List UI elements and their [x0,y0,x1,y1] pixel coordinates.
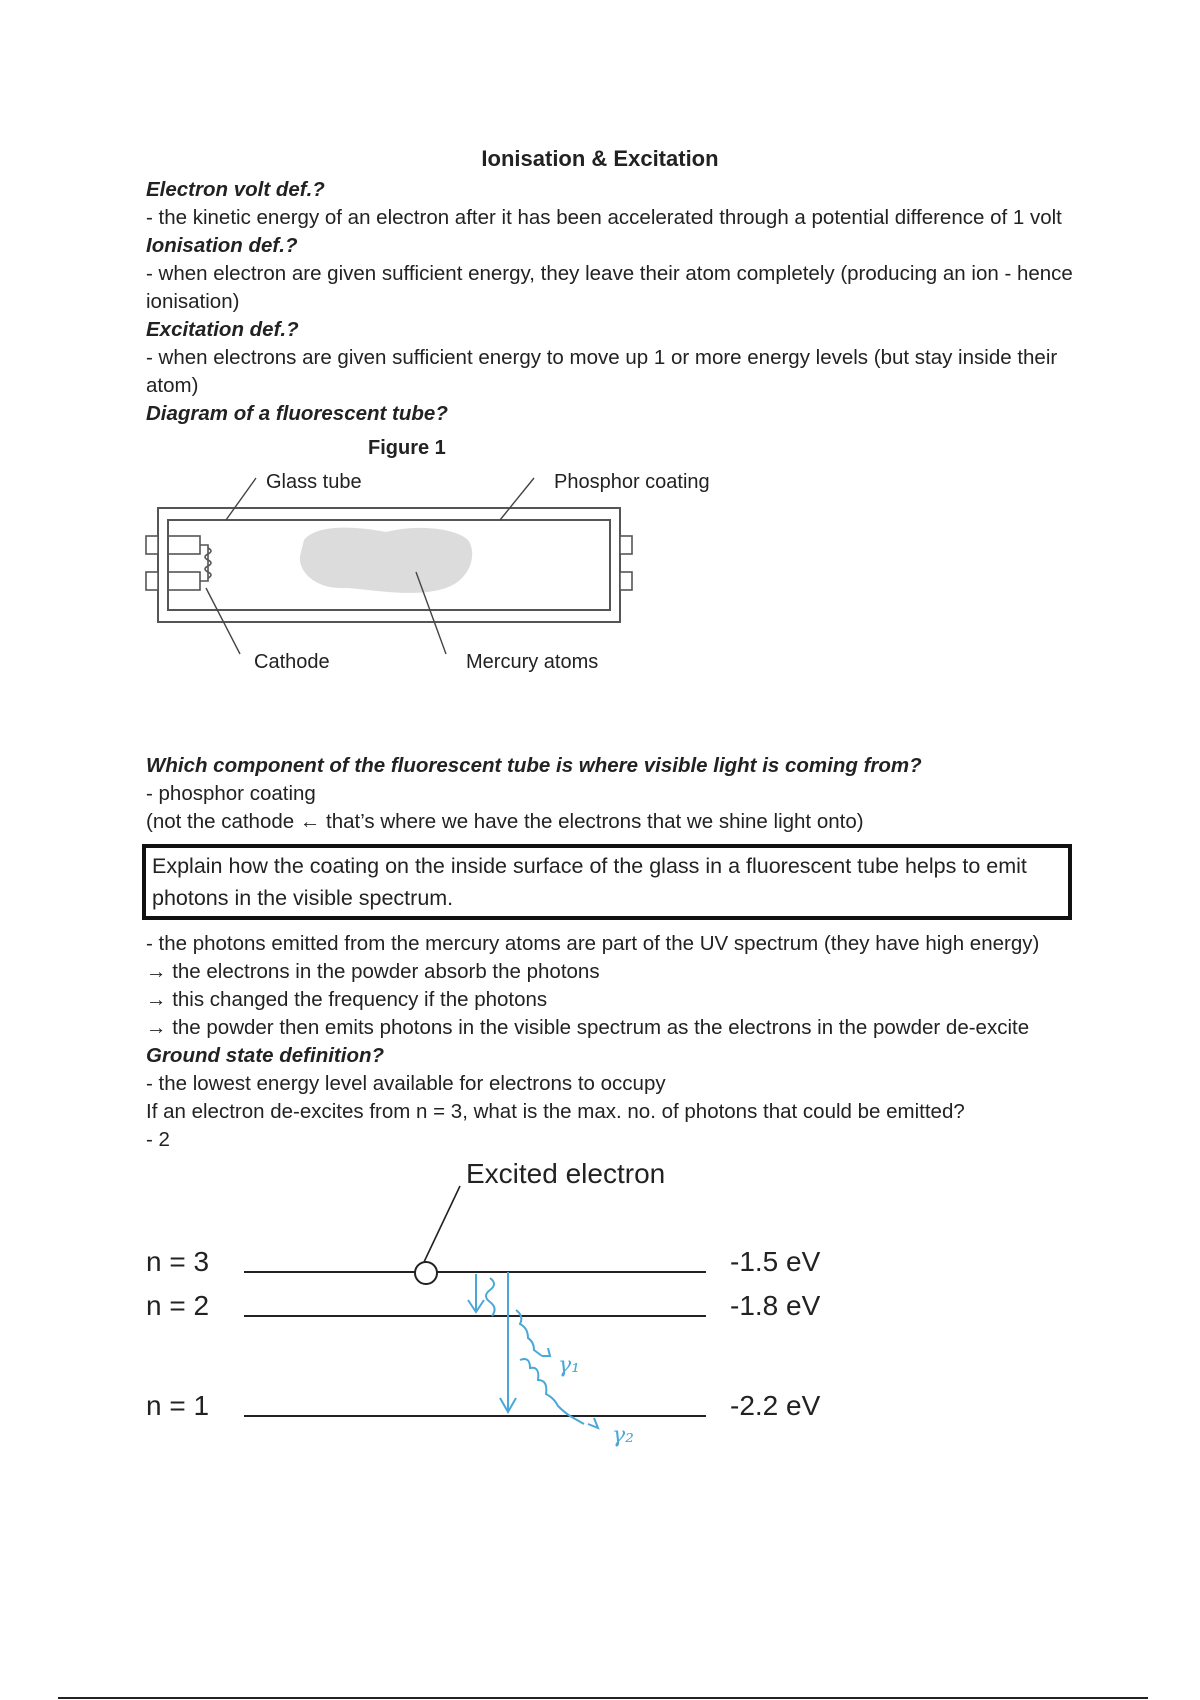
level-n3-label: n = 3 [146,1246,210,1277]
answer-excitation: - when electrons are given sufficient energy to move up 1 or more energy levels (but stay inside their atom) [146,346,1058,397]
notes-body [146,176,1076,1490]
excited-electron-label: Excited electron [466,1158,666,1189]
level-n1-energy: -2.2 eV [730,1390,821,1421]
question-max-photons: If an electron de-excites from n = 3, what is the max. no. of photons that could be emitted? [146,1100,965,1123]
page-bottom-rule [58,1697,1148,1699]
question-electron-volt: Electron volt def.? [146,178,325,201]
fluorescent-tube-diagram [126,432,826,752]
explanation-line-2: → the electrons in the powder absorb the photons [146,960,600,983]
mercury-vapour-cloud [300,528,472,593]
explanation-line-4: → the powder then emits photons in the visible spectrum as the electrons in the powder de-excite [146,1016,1030,1039]
question-ground-state: Ground state definition? [146,1044,385,1067]
photon-label-gamma1: γ₁ [558,1353,580,1378]
level-n2-energy: -1.8 eV [730,1290,821,1321]
answer-max-photons: - 2 [146,1128,170,1151]
answer-ionisation: - when electron are given sufficient energy, they leave their atom completely (producing an ion - hence ionisation) [146,262,1073,313]
explanation-line-3: → this changed the frequency if the photons [146,988,548,1011]
explanation-line-1: - the photons emitted from the mercury atoms are part of the UV spectrum (they have high energy) [146,932,1040,955]
transition-arrow-n3-n2 [468,1274,484,1312]
level-n2-label: n = 2 [146,1290,210,1321]
photon-wave-small [486,1278,495,1316]
label-cathode: Cathode [254,651,330,673]
excited-electron-pointer [424,1186,460,1262]
photon-label-gamma2: γ₂ [612,1423,634,1448]
left-pin-top [146,536,158,554]
figure-caption: Figure 1 [368,437,446,459]
energy-level-lines [146,1160,846,1490]
right-pin-top [620,536,632,554]
answer-electron-volt: - the kinetic energy of an electron after it has been accelerated through a potential difference of 1 volt [146,206,1062,229]
energy-level-diagram [146,1160,1076,1490]
page-title: Ionisation & Excitation [481,146,719,171]
label-mercury-atoms: Mercury atoms [466,651,599,673]
answer-ground-state: - the lowest energy level available for electrons to occupy [146,1072,666,1095]
transition-arrow-n3-n1 [500,1272,516,1412]
left-pin-bottom [146,572,158,590]
question-ionisation: Ionisation def.? [146,234,298,257]
question-excitation: Excitation def.? [146,318,299,341]
answer-component-1: - phosphor coating [146,782,316,805]
cathode-electrodes [168,536,211,590]
fluorescent-tube-figure [146,432,1076,752]
question-diagram: Diagram of a fluorescent tube? [146,402,448,425]
handwritten-annotations [468,1272,598,1428]
level-n1-label: n = 1 [146,1390,210,1421]
exam-question-box: Explain how the coating on the inside surface of the glass in a fluorescent tube helps to emit photons in the visible spectrum. [142,844,1072,920]
label-phosphor-coating: Phosphor coating [554,471,710,493]
level-n3-energy: -1.5 eV [730,1246,821,1277]
question-component: Which component of the fluorescent tube is where visible light is coming from? [146,754,922,777]
answer-component-2: (not the cathode ← that’s where we have the electrons that we shine light onto) [146,810,864,833]
label-glass-tube: Glass tube [266,471,362,493]
right-pin-bottom [620,572,632,590]
electron-circle [415,1262,437,1284]
